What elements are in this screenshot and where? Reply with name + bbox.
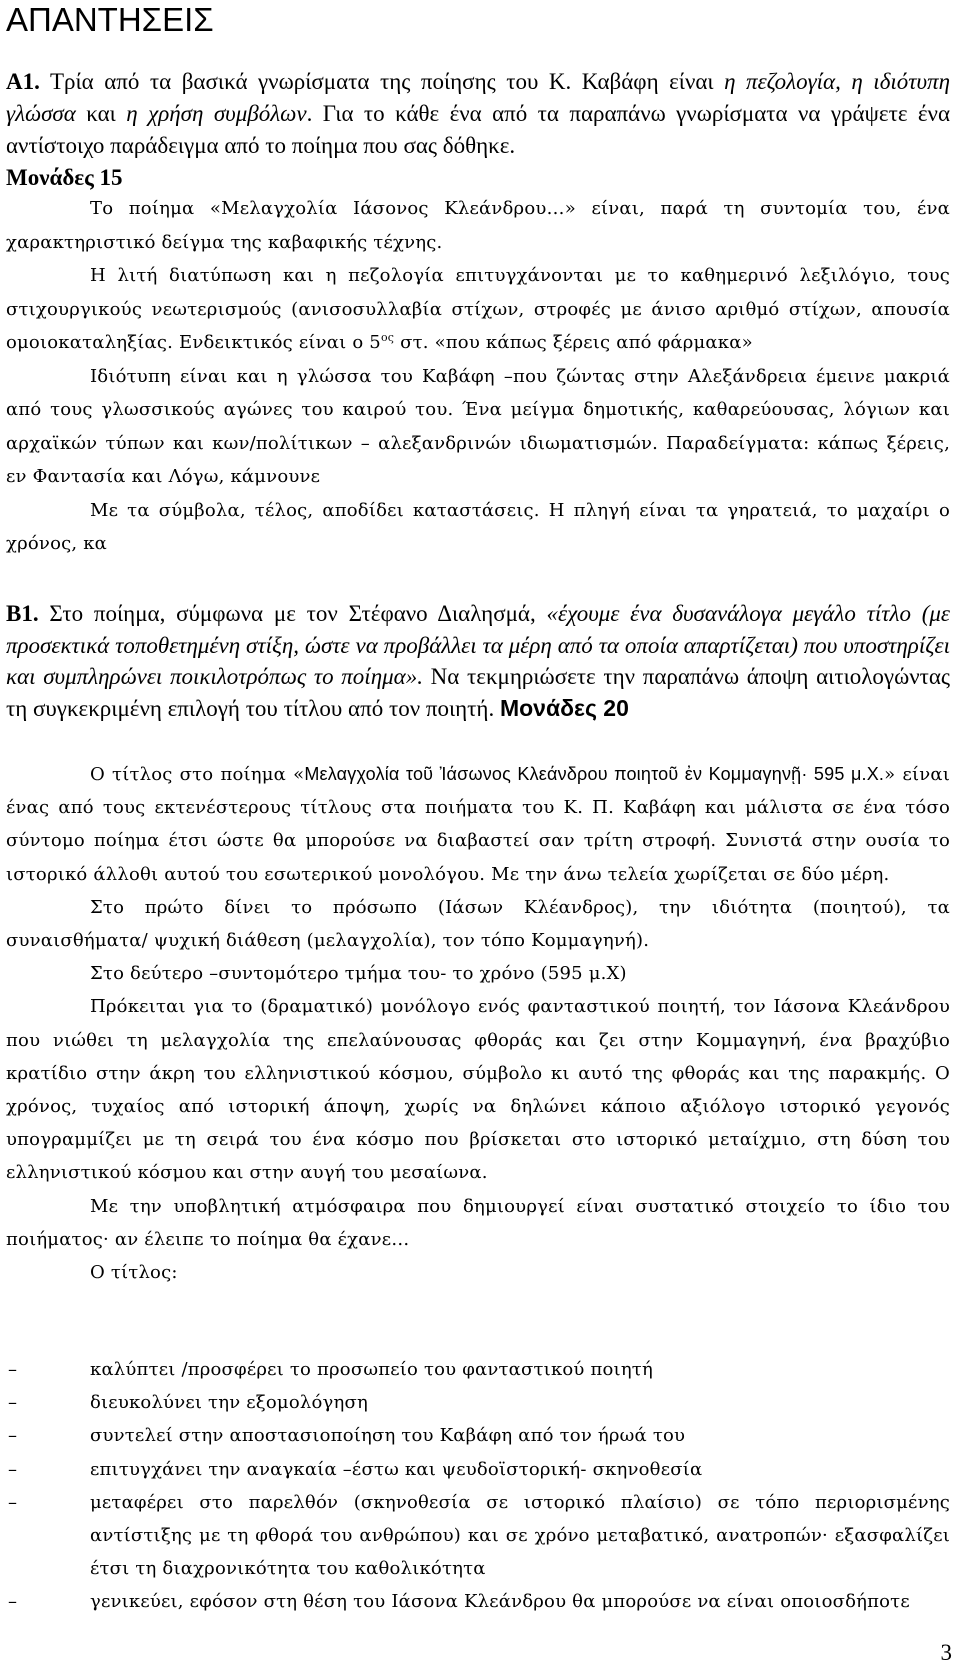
answer-a1-paragraph-3: Ιδιότυπη είναι και η γλώσσα του Καβάφη –που ζώντας στην Αλεξάνδρεια έμεινε μακριά από τους γλωσσικούς αγώνες του καιρού του. Ένα μείγμα δημοτικής, καθαρεύουσας, λόγιων και αρχαϊκών τύπων και κων/πολίτικων – αλεξανδρινών ιδιωματισμών. Παραδείγματα: κάπως ξέρεις, εν Φαντασία και Λόγω, κάμνουνε (6, 365, 950, 487)
question-b1-text-2: Να τεκμηριώσετε την παραπάνω άποψη αιτιολογώντας τη συγκεκριμένη επιλογή του τίτλου από τον ποιητή. (6, 664, 951, 721)
answer-b1-paragraph-6: Ο τίτλος: (90, 1262, 178, 1284)
answer-b1-paragraph-3: Στο δεύτερο –συντομότερο τμήμα του- το χρόνο (595 μ.Χ) (90, 963, 627, 985)
question-b1-label: Β1. (6, 601, 39, 626)
list-item: – διευκολύνει την εξομολόγηση (6, 1386, 950, 1419)
page-title: ΑΠΑΝΤΗΣΕΙΣ (6, 1, 214, 38)
list-item: – γενικεύει, εφόσον στη θέση του Ιάσονα Κλεάνδρου θα μπορούσε να είναι οποιοσδήποτε (6, 1585, 950, 1618)
question-b1-text-1: Στο ποίημα, σύμφωνα με τον Στέφανο Διαλησμά, (38, 601, 547, 626)
list-item: – καλύπτει /προσφέρει το προσωπείο του φανταστικού ποιητή (6, 1353, 950, 1386)
answer-b1-paragraph-4: Πρόκειται για το (δραματικό) μονόλογο ενός φανταστικού ποιητή, τον Ιάσονα Κλεάνδρου που νιώθει τη μελαγχολία της επελαύνουσας φθοράς και ζει στην Κομμαγηνή, ένα βραχύβιο κρατίδιο στην άκρη του ελληνιστικού κόσμου, σύμβολο κι αυτό της φθοράς και της παρακμής. Ο χρόνος, τυχαίος από ιστορική άποψη, χωρίς να δηλώνει κάποιο αξιόλογο ιστορικό γεγονός υπογραμμίζει με τη σειρά του ένα κόσμο που βρίσκεται στο ιστορικό μεταίχμιο, στη δύση του ελληνιστικού κόσμου και στην αυγή του μεσαίωνα. (6, 996, 950, 1184)
answer-a1-paragraph-1: Το ποίημα «Μελαγχολία Ιάσονος Κλεάνδρου…» είναι, παρά τη συντομία του, ένα χαρακτηριστικό δείγμα της καβαφικής τέχνης. (6, 198, 950, 253)
question-a1-text-1: Τρία από τα βασικά γνωρίσματα της ποίησης του Κ. Καβάφη είναι (39, 69, 725, 94)
question-b1 (6, 598, 950, 724)
answer-b1-paragraph-1: Ο τίτλος στο ποίημα «Μελαγχολία τοῦ Ἰάσωνος Κλεάνδρου ποιητοῦ ἐν Κομμαγηνῇ· 595 μ.Χ.» είναι ένας από τους εκτενέστερους τίτλους στα ποιήματα του Κ. Π. Καβάφη και μάλιστα σε ένα τόσο σύντομο ποίημα έτσι ώστε θα μπορούσε να διαβαστεί σαν τρίτη στροφή. Συνιστά στην ουσία το ιστορικό άλλοθι αυτού του εσωτερικού μονολόγου. Με την άνω τελεία χωρίζεται σε δύο μέρη. (6, 764, 950, 885)
dash-icon: – (8, 1458, 18, 1480)
question-a1 (6, 66, 950, 194)
question-a1-text-3: . Για το κάθε ένα από τα παραπάνω γνωρίσματα να γράψετε ένα αντίστοιχο παράδειγμα από το ποίημα που σας δόθηκε. (6, 101, 950, 158)
question-a1-italic-2: η χρήση συμβόλων (126, 101, 307, 126)
poem-title-quote: Μελαγχολία τοῦ Ἰάσωνος Κλεάνδρου ποιητοῦ ἐν Κομμαγηνῇ· 595 μ.Χ. (304, 764, 885, 784)
list-item: – συντελεί στην αποστασιοποίηση του Καβάφη από τον ήρωά του (6, 1419, 950, 1452)
question-a1-italic-1: η πεζολογία, η ιδιότυπη γλώσσα (6, 69, 950, 126)
dash-icon: – (8, 1392, 18, 1414)
answer-a1 (6, 192, 950, 561)
question-a1-units: Μονάδες 15 (6, 165, 123, 190)
dash-icon: – (8, 1591, 18, 1613)
dash-icon: – (8, 1425, 18, 1447)
answer-b1-paragraph-2: Στο πρώτο δίνει το πρόσωπο (Ιάσων Κλέανδρος), την ιδιότητα (ποιητού), τα συναισθήματα/ ψυχική διάθεση (μελαγχολία), τον τόπο Κομμαγηνή). (6, 896, 950, 952)
list-item: – μεταφέρει στο παρελθόν (σκηνοθεσία σε ιστορικό πλαίσιο) σε τόπο περιορισμένης αντίστιξης με τη φθορά του ανθρώπου) και σε χρόνο μεταβατικό, ανατροπών· εξασφαλίζει έτσι τη διαχρονικότητα του καθολικότητα (6, 1486, 950, 1586)
list-item: – επιτυγχάνει την αναγκαία –έστω και ψευδοϊστορική- σκηνοθεσία (6, 1453, 950, 1486)
answer-a1-paragraph-2: Η λιτή διατύπωση και η πεζολογία επιτυγχάνονται με το καθημερινό λεξιλόγιο, τους στιχουργικούς νεωτερισμούς (ανισοσυλλαβία στίχων, στροφές με άνισο αριθμό στίχων, απουσία ομοιοκαταληξίας. Ενδεικτικός είναι ο $5^{o\varsigma}$ στ. «που κάπως ξέρεις από φάρμακα» (6, 265, 950, 353)
answer-a1-paragraph-4: Με τα σύμβολα, τέλος, αποδίδει καταστάσεις. Η πληγή είναι τα γηρατειά, το μαχαίρι ο χρόνος, κα (6, 499, 950, 554)
dash-icon: – (8, 1491, 18, 1513)
title-functions-list (6, 1353, 950, 1619)
page-number: 3 (940, 1640, 952, 1665)
answer-b1-paragraph-5: Με την υποβλητική ατμόσφαιρα που δημιουργεί είναι συστατικό στοιχείο το ίδιο του ποιήματος· αν έλειπε το ποίημα θα έχανε… (6, 1195, 950, 1250)
dash-icon: – (8, 1359, 18, 1380)
question-b1-italic: «έχουμε ένα δυσανάλογα μεγάλο τίτλο (με προσεκτικά τοποθετημένη στίξη, ώστε να προβάλλει τα μέρη από τα οποία απαρτίζεται) που υποστηρίζει και συμπληρώνει ποικιλοτρόπως το ποίημα». (6, 601, 950, 689)
answer-b1 (6, 758, 950, 1289)
question-a1-label: Α1. (6, 69, 40, 94)
question-b1-units: Μονάδες 20 (499, 694, 629, 721)
question-a1-text-2: και (75, 101, 127, 126)
